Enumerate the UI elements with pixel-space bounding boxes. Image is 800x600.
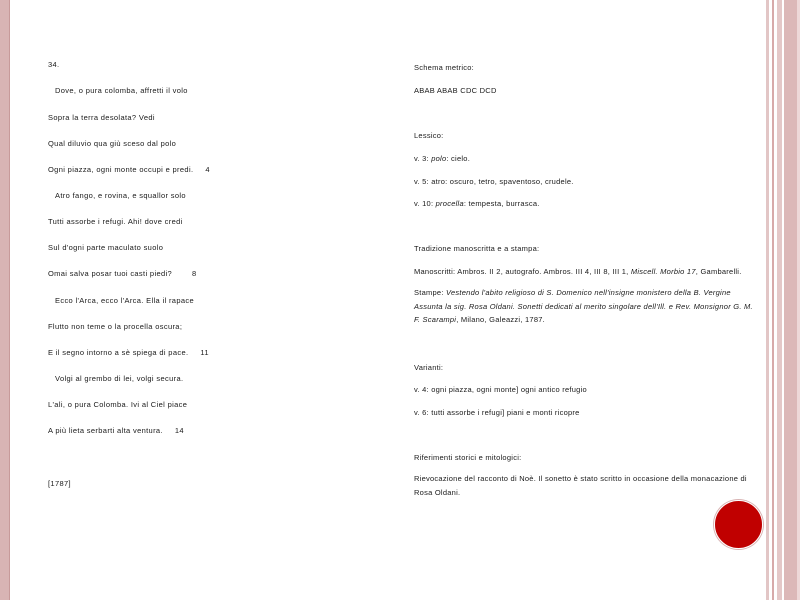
left-border	[0, 0, 9, 600]
right-stripe	[766, 0, 769, 600]
right-stripe	[772, 0, 774, 600]
poem-line: Volgi al grembo di lei, volgi secura.	[55, 374, 184, 383]
poem-line: Ecco l'Arca, ecco l'Arca. Ella il rapace	[55, 296, 194, 305]
variante-entry: v. 6: tutti assorbe i refugi] piani e monti ricopre	[414, 408, 580, 417]
varianti-label: Varianti:	[414, 363, 444, 372]
right-stripe	[784, 0, 797, 600]
poem-number: 34.	[48, 60, 60, 69]
line-number: 11	[200, 348, 209, 357]
poem-line: Atro fango, e rovina, e squallor solo	[55, 191, 186, 200]
line-number: 4	[205, 165, 210, 174]
poem-line: Sopra la terra desolata? Vedi	[48, 113, 155, 122]
line-number: 14	[174, 426, 184, 435]
lessico-entry: v. 3: polo: cielo.	[414, 154, 471, 163]
manoscritti-text: Manoscritti: Ambros. II 2, autografo. Ambros. III 4, III 8, III 1, Miscell. Morbio 17, Gambarelli.	[414, 267, 742, 276]
poem-date: [1787]	[48, 479, 71, 488]
lessico-entry: v. 10: procella: tempesta, burrasca.	[414, 199, 540, 208]
riferimenti-label: Riferimenti storici e mitologici:	[414, 453, 522, 462]
line-number: 8	[192, 269, 197, 278]
poem-line: Flutto non teme o la procella oscura;	[48, 322, 183, 331]
poem-line: Qual diluvio qua giù sceso dal polo	[48, 139, 177, 148]
poem-line: Sul d'ogni parte maculato suolo	[48, 243, 164, 252]
poem-line: Tutti assorbe i refugi. Ahi! dove credi	[48, 217, 183, 226]
poem-line: A più lieta serbarti alta ventura. 14	[48, 426, 184, 435]
right-stripe	[777, 0, 782, 600]
stampe-text: Stampe: Vestendo l'abito religioso di S. Domenico nell'insigne monistero della B. Vergine Assunta la sig. Rosa Oldani. Sonetti dedicati al merito singolare dell'Ill. e Rev. Monsignor G. M. F. Scarampi, Milano, Galeazzi, 1787.	[414, 288, 753, 324]
poem-line: L'ali, o pura Colomba. Ivi al Ciel piace	[48, 400, 188, 409]
tradizione-label: Tradizione manoscritta e a stampa:	[414, 244, 540, 253]
poem-line: E il segno intorno a sè spiega di pace. 11	[48, 348, 209, 357]
lessico-label: Lessico:	[414, 131, 444, 140]
poem-line: Dove, o pura colomba, affretti il volo	[55, 86, 188, 95]
lessico-entry: v. 5: atro: oscuro, tetro, spaventoso, crudele.	[414, 177, 574, 186]
poem-line: Omai salva posar tuoi casti piedi? 8	[48, 269, 197, 278]
poem-line: Ogni piazza, ogni monte occupi e predi. 4	[48, 165, 210, 174]
schema-label: Schema metrico:	[414, 63, 475, 72]
variante-entry: v. 4: ogni piazza, ogni monte] ogni antico refugio	[414, 385, 587, 394]
riferimenti-text: Rievocazione del racconto di Noè. Il sonetto è stato scritto in occasione della monacazione di Rosa Oldani.	[414, 474, 747, 497]
red-circle-decoration	[714, 500, 763, 549]
schema-value: ABAB ABAB CDC DCD	[414, 86, 497, 95]
